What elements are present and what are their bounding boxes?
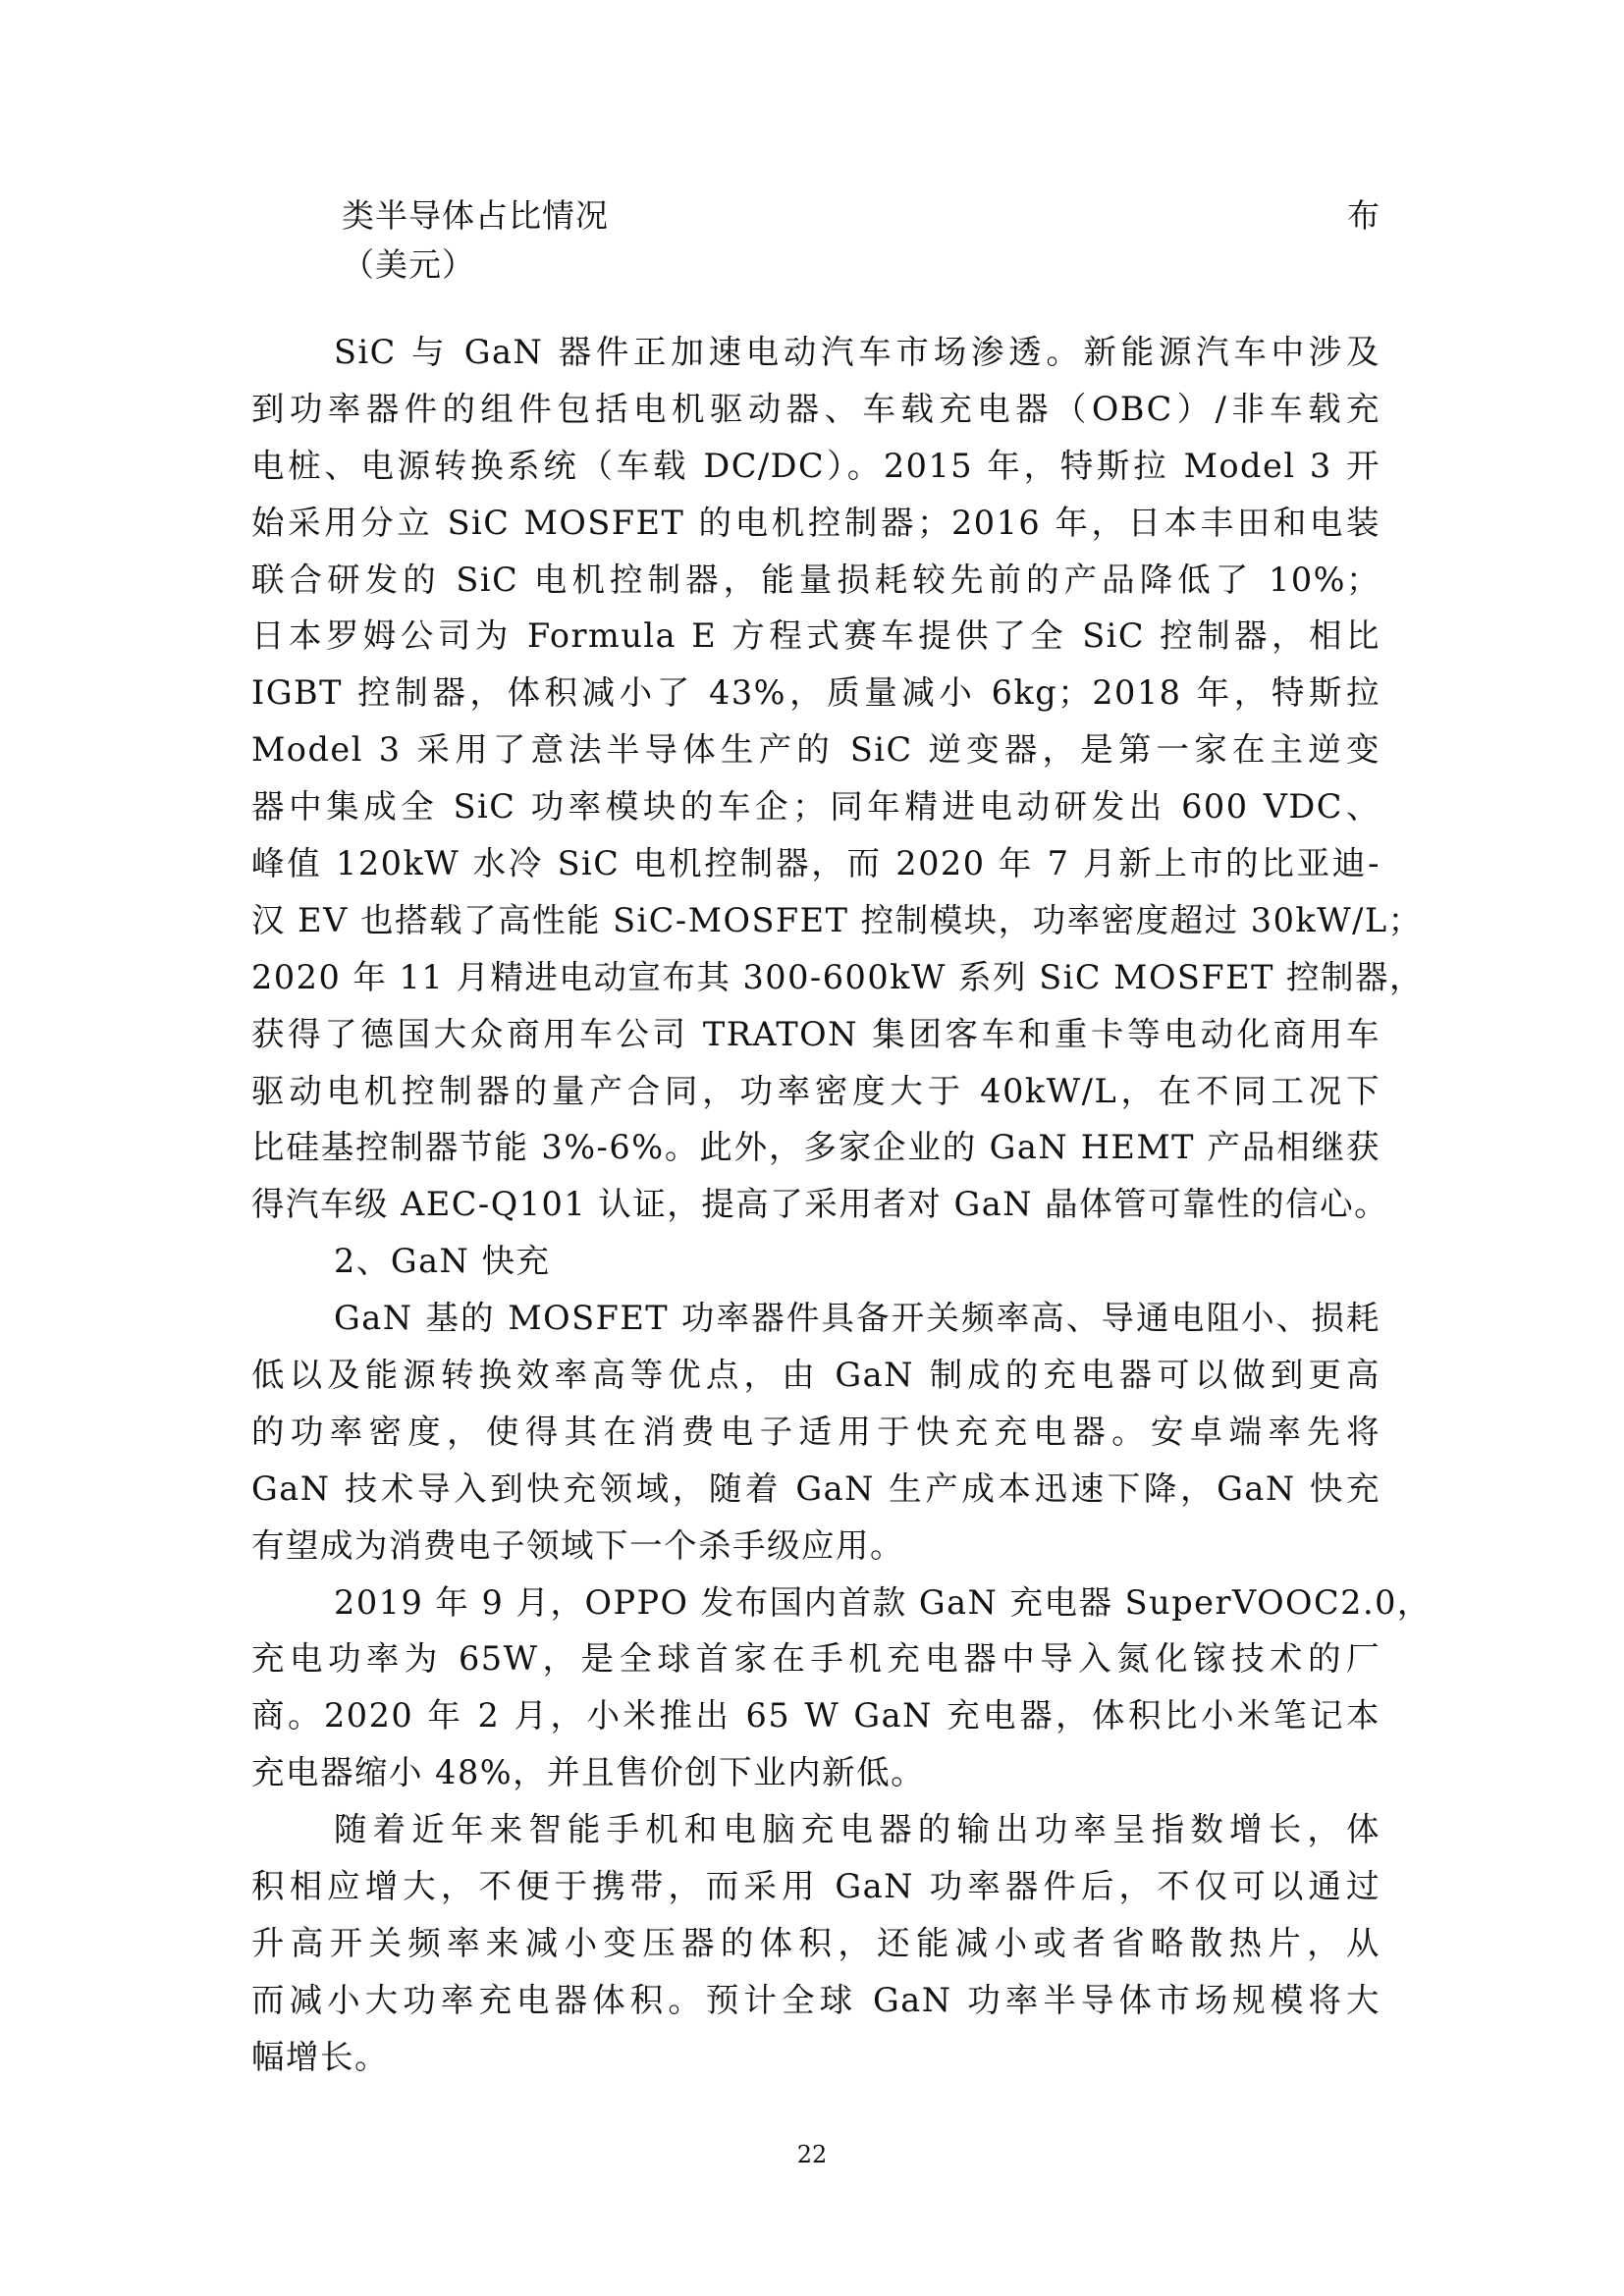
body-text [251,324,1432,2086]
text-line: 汉 EV 也搭载了高性能 SiC-MOSFET 控制模块，功率密度超过 30kW/L； [251,900,1423,939]
text-line: 而减小大功率充电器体积。预计全球 GaN 功率半导体市场规模将大 [251,1980,1380,2019]
text-line: 随着近年来智能手机和电脑充电器的输出功率呈指数增长，体 [334,1810,1380,1849]
text-line: 始采用分立 SiC MOSFET 的电机控制器；2016 年，日本丰田和电装 [251,503,1380,542]
text-line: 到功率器件的组件包括电机驱动器、车载充电器（OBC）/非车载充 [251,389,1380,428]
text-line: SiC 与 GaN 器件正加速电动汽车市场渗透。新能源汽车中涉及 [334,333,1380,371]
text-line: 2019 年 9 月，OPPO 发布国内首款 GaN 充电器 SuperVOOC2.0， [334,1582,1432,1622]
caption-line-2: （美元） [342,245,475,284]
text-line: 升高开关频率来减小变压器的体积，还能减小或者省略散热片，从 [251,1923,1380,1962]
text-line: 积相应增大，不便于携带，而采用 GaN 功率器件后，不仅可以通过 [251,1867,1380,1906]
text-line: 驱动电机控制器的量产合同，功率密度大于 40kW/L，在不同工况下 [251,1071,1380,1110]
text-line: Model 3 采用了意法半导体生产的 SiC 逆变器，是第一家在主逆变 [251,730,1380,770]
text-line: 2020 年 11 月精进电动宣布其 300-600kW 系列 SiC MOSFET 控制器， [251,957,1425,996]
figure-caption-right: 布 [1347,196,1380,235]
figure-caption-left [342,191,609,290]
text-line: 得汽车级 AEC-Q101 认证，提高了采用者对 GaN 晶体管可靠性的信心。 [251,1185,1389,1224]
caption-line-1: 类半导体占比情况 [342,196,609,235]
text-line: 商。2020 年 2 月，小米推出 65 W GaN 充电器，体积比小米笔记本 [251,1696,1380,1735]
text-line: 充电功率为 65W，是全球首家在手机充电器中导入氮化镓技术的厂 [251,1639,1380,1679]
text-line: IGBT 控制器，体积减小了 43%，质量减小 6kg；2018 年，特斯拉 [251,673,1380,713]
text-line: 获得了德国大众商用车公司 TRATON 集团客车和重卡等电动化商用车 [251,1014,1380,1053]
text-line: 峰值 120kW 水冷 SiC 电机控制器，而 2020 年 7 月新上市的比亚迪- [251,844,1380,883]
text-line: 有望成为消费电子领域下一个杀手级应用。 [251,1525,904,1565]
text-line: 联合研发的 SiC 电机控制器，能量损耗较先前的产品降低了 10%； [251,560,1380,599]
text-line: 幅增长。 [251,2037,389,2076]
text-line: 的功率密度，使得其在消费电子适用于快充充电器。安卓端率先将 [251,1412,1380,1451]
page-number: 22 [796,2141,828,2168]
text-line: 充电器缩小 48%，并且售价创下业内新低。 [251,1753,926,1792]
text-line: 比硅基控制器节能 3%-6%。此外，多家企业的 GaN HEMT 产品相继获 [251,1128,1380,1167]
text-line: GaN 技术导入到快充领域，随着 GaN 生产成本迅速下降，GaN 快充 [251,1468,1380,1508]
text-line: GaN 基的 MOSFET 功率器件具备开关频率高、导通电阻小、损耗 [334,1299,1380,1338]
text-line: 日本罗姆公司为 Formula E 方程式赛车提供了全 SiC 控制器，相比 [251,616,1380,656]
section-heading: 2、GaN 快充 [334,1242,551,1281]
text-line: 器中集成全 SiC 功率模块的车企；同年精进电动研发出 600 VDC、 [251,787,1380,827]
text-line: 低以及能源转换效率高等优点，由 GaN 制成的充电器可以做到更高 [251,1356,1380,1395]
text-line: 电桩、电源转换系统（车载 DC/DC）。2015 年，特斯拉 Model 3 开 [251,446,1380,485]
